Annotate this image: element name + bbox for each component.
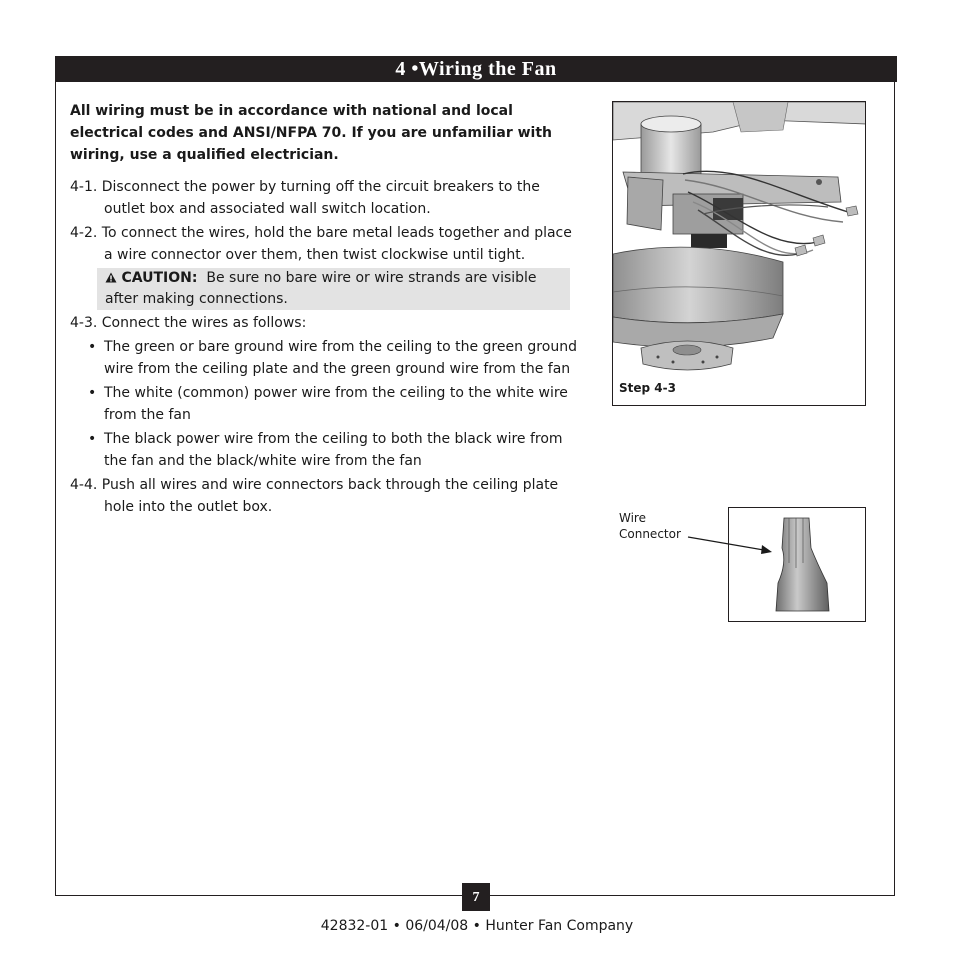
step-4-3-caption: Step 4-3 xyxy=(619,381,676,395)
list-item: • The white (common) power wire from the ceiling to the white wire from the fan xyxy=(70,382,582,426)
step-4-2: 4-2. To connect the wires, hold the bare metal leads together and place a wire connector over them, then twist clockwise until tight. xyxy=(70,225,572,263)
section-title: 4 •Wiring the Fan xyxy=(55,56,897,82)
connection-list xyxy=(70,336,582,472)
step-4-1: 4-1. Disconnect the power by turning off the circuit breakers to the outlet box and associated wall switch location. xyxy=(70,179,540,217)
footer-text: 42832-01 • 06/04/08 • Hunter Fan Company xyxy=(320,918,634,934)
caution-text: Be sure no bare wire or wire strands are visible after making connections. xyxy=(105,270,537,307)
wire-connector-label xyxy=(619,510,681,542)
list-item: • The black power wire from the ceiling to both the black wire from the fan and the black/white wire from the fan xyxy=(70,428,582,472)
page-number: 7 xyxy=(462,883,490,911)
caution-box xyxy=(97,268,570,310)
wire-connector-illustration xyxy=(728,507,866,622)
caution-label: CAUTION: xyxy=(121,270,198,286)
step-4-4: 4-4. Push all wires and wire connectors back through the ceiling plate hole into the outlet box. xyxy=(70,477,559,515)
wire-connector-drawing xyxy=(729,508,866,622)
fan-wiring-drawing xyxy=(613,102,866,406)
step-4-3-illustration xyxy=(612,101,866,406)
wiring-intro: All wiring must be in accordance with national and local electrical codes and ANSI/NFPA 70. If you are unfamiliar with wiring, use a qualified electrician. xyxy=(70,103,553,163)
list-item: • The green or bare ground wire from the ceiling to the green ground wire from the ceiling plate and the green ground wire from the fan xyxy=(70,336,582,380)
warning-triangle-icon xyxy=(105,270,121,286)
wire-connector-label-line1: Wire xyxy=(619,511,646,525)
instructions-column xyxy=(70,100,582,520)
step-4-3: 4-3. Connect the wires as follows: xyxy=(70,315,307,331)
wire-connector-label-line2: Connector xyxy=(619,527,681,541)
